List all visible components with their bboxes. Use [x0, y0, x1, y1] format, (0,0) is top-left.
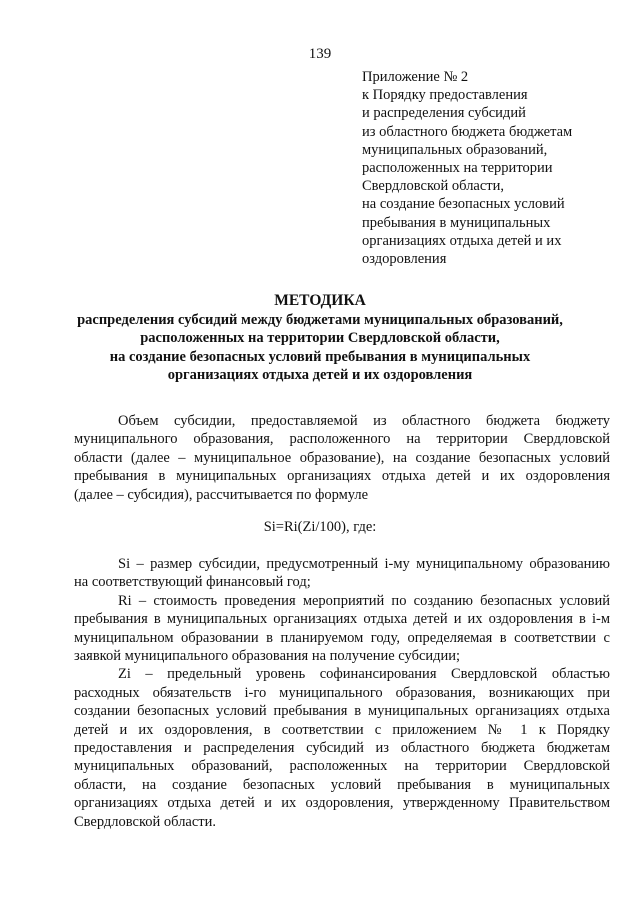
text-line: расходных обязательств i-го муниципального образования, возникающих при	[74, 684, 610, 701]
text-line: Zi – предельный уровень софинансирования Свердловской областью	[118, 666, 610, 683]
text-line: Свердловской области.	[74, 813, 217, 830]
text-line: пребывания в муниципальных организациях отдыха детей и их оздоровления в i-м	[74, 611, 610, 628]
definitions	[74, 555, 610, 831]
title-line: организациях отдыха детей и их оздоровления	[167, 367, 473, 383]
text-line: муниципальном образовании в планируемом году, определяемая в соответствии с	[74, 629, 610, 646]
text-line: заявкой муниципального образования на получение субсидии;	[74, 648, 461, 665]
intro-paragraph	[74, 412, 610, 504]
text-line: пребывания в муниципальных организациях отдыха детей и их оздоровления	[74, 468, 610, 485]
appendix-line: Приложение № 2	[362, 69, 469, 85]
appendix-line: оздоровления	[362, 251, 447, 268]
appendix-line: организациях отдыха детей и их	[362, 232, 562, 249]
appendix-line: из областного бюджета бюджетам	[362, 123, 573, 140]
page-number: 139	[308, 46, 332, 62]
appendix-line: на создание безопасных условий	[362, 196, 565, 213]
title-line: на создание безопасных условий пребывания в муниципальных	[109, 348, 531, 365]
appendix-line: к Порядку предоставления	[362, 87, 528, 104]
appendix-line: расположенных на территории	[362, 160, 553, 177]
document-title	[40, 292, 600, 385]
text-line: организациях отдыха детей и их оздоровления, утвержденному Правительством	[74, 795, 610, 812]
appendix-line: пребывания в муниципальных	[362, 214, 551, 231]
definition-si	[74, 555, 610, 592]
text-line: муниципального образования, расположенного на территории Свердловской	[74, 431, 610, 448]
formula: Si=Ri(Zi/100), где:	[263, 519, 377, 535]
title-main: МЕТОДИКА	[274, 292, 366, 309]
text-line: предоставления и распределения субсидий из областного бюджета бюджетам	[74, 740, 610, 757]
appendix-line: муниципальных образований,	[362, 141, 548, 158]
title-line: распределения субсидий между бюджетами муниципальных образований,	[77, 311, 563, 328]
text-line: Ri – стоимость проведения мероприятий по созданию безопасных условий	[118, 592, 610, 609]
text-line: детей и их оздоровления, в соответствии с приложением № 1 к Порядку	[74, 721, 610, 738]
text-line: области, на создание безопасных условий пребывания в муниципальных	[74, 776, 610, 793]
text-line: Si – размер субсидии, предусмотренный i-му муниципальному образованию	[118, 556, 610, 572]
text-line: создании безопасных условий пребывания в муниципальных организациях отдыха	[74, 703, 610, 720]
appendix-header	[362, 68, 612, 268]
appendix-line: и распределения субсидий	[362, 105, 526, 122]
text-line: Объем субсидии, предоставляемой из областного бюджета бюджету	[118, 413, 610, 429]
definition-ri	[74, 592, 610, 666]
appendix-line: Свердловской области,	[362, 178, 505, 195]
text-line: (далее – субсидия), рассчитывается по формуле	[74, 486, 369, 503]
title-line: расположенных на территории Свердловской области,	[140, 330, 500, 346]
text-line: на соответствующий финансовый год;	[74, 574, 311, 591]
definition-zi	[74, 665, 610, 831]
text-line: области (далее – муниципальное образование), на создание безопасных условий	[74, 449, 610, 466]
text-line: муниципальных образований, расположенных на территории Свердловской	[74, 758, 610, 775]
